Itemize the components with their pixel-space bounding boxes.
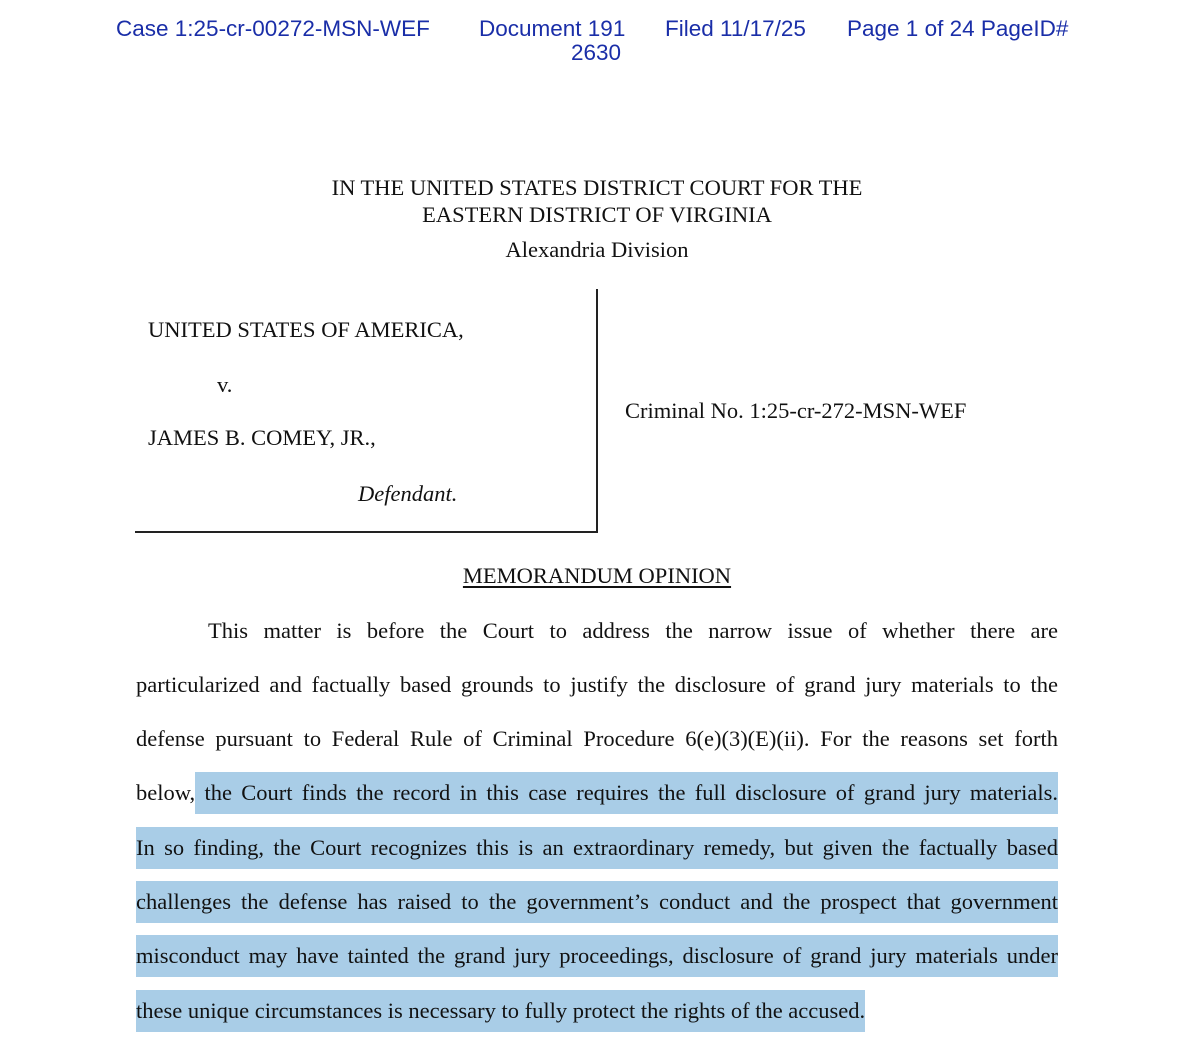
highlighted-text: these unique circumstances is necessary to fully protect the rights of the accused. <box>136 990 865 1032</box>
body-line <box>136 778 1058 808</box>
ecf-filed-date: Filed 11/17/25 <box>665 16 806 41</box>
document-title-text: MEMORANDUM OPINION <box>462 563 732 588</box>
caption-divider-horizontal <box>135 531 598 533</box>
body-line <box>136 887 1058 917</box>
ecf-pageid: 2630 <box>571 40 622 65</box>
caption-plaintiff: UNITED STATES OF AMERICA, <box>148 317 464 342</box>
highlighted-text: challenges the defense has raised to the government’s conduct and the prospect that government <box>136 881 1058 923</box>
body-line <box>136 833 1058 863</box>
body-line: This matter is before the Court to address the narrow issue of whether there are <box>208 618 1058 643</box>
highlighted-text: misconduct may have tainted the grand jury proceedings, disclosure of grand jury materials under <box>136 935 1058 977</box>
body-text: below, <box>136 780 196 805</box>
ecf-page-info: Page 1 of 24 PageID# <box>847 16 1069 41</box>
caption-defendant-role: Defendant. <box>358 481 458 506</box>
caption-versus: v. <box>217 372 233 397</box>
court-name-line2: EASTERN DISTRICT OF VIRGINIA <box>422 202 772 227</box>
body-line: particularized and factually based grounds to justify the disclosure of grand jury materials to the <box>136 672 1058 697</box>
caption-divider-vertical <box>596 289 598 533</box>
body-line <box>136 941 1058 971</box>
ecf-case-number: Case 1:25-cr-00272-MSN-WEF <box>116 16 430 41</box>
court-division: Alexandria Division <box>505 237 689 262</box>
highlighted-text: the Court finds the record in this case requires the full disclosure of grand jury materials. <box>195 772 1058 814</box>
document-title <box>0 562 1194 589</box>
body-line <box>136 996 1058 1026</box>
body-line: defense pursuant to Federal Rule of Criminal Procedure 6(e)(3)(E)(ii). For the reasons set forth <box>136 726 1058 751</box>
highlighted-text: In so finding, the Court recognizes this is an extraordinary remedy, but given the factually based <box>136 827 1058 869</box>
ecf-document-number: Document 191 <box>479 16 626 41</box>
court-name-line1: IN THE UNITED STATES DISTRICT COURT FOR THE <box>331 175 863 200</box>
caption-defendant-name: JAMES B. COMEY, JR., <box>148 425 376 450</box>
ecf-header <box>0 16 1200 65</box>
caption-criminal-number: Criminal No. 1:25-cr-272-MSN-WEF <box>625 398 967 423</box>
